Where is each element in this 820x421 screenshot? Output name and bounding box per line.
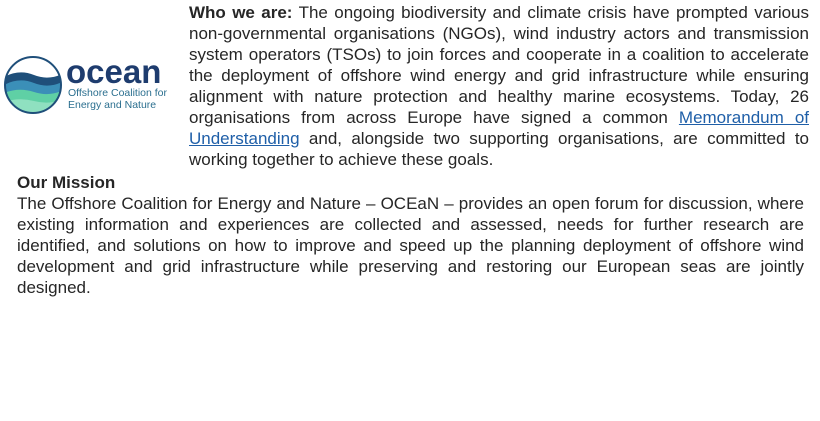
intro-text-after-link: and, alongside two supporting organisations, are committed to working together to achieve these goals.: [189, 129, 809, 169]
intro-text-before-link: The ongoing biodiversity and climate crisis have prompted various non-governmental organisations (NGOs), wind industry actors and transmission system operators (TSOs) to join forces and cooperate in a coalition to accelerate the deployment of offshore wind energy and grid infrastructure while ensuring alignment with nature protection and healthy marine ecosystems. Today, 26 organisations from across Europe have signed a common: [189, 3, 809, 127]
who-we-are-paragraph: [189, 2, 809, 170]
mission-paragraph: The Offshore Coalition for Energy and Nature – OCEaN – provides an open forum for discussion, where existing information and experiences are collected and assessed, needs for further research are identified, and solutions on how to improve and speed up the planning deployment of offshore wind development and grid infrastructure while preserving and restoring our European seas are jointly designed.: [17, 194, 804, 297]
logo-wordmark: ocean: [66, 55, 162, 90]
memorandum-of-understanding-link[interactable]: Memorandum of Understanding: [189, 108, 809, 148]
logo-tagline-line2: Energy and Nature: [68, 99, 157, 111]
ocean-logo-graphic: [4, 55, 184, 117]
who-we-are-label: Who we are:: [189, 3, 293, 22]
logo-tagline-line1: Offshore Coalition for: [68, 87, 168, 99]
our-mission-heading: Our Mission: [17, 173, 116, 192]
ocean-logo: [4, 55, 184, 117]
